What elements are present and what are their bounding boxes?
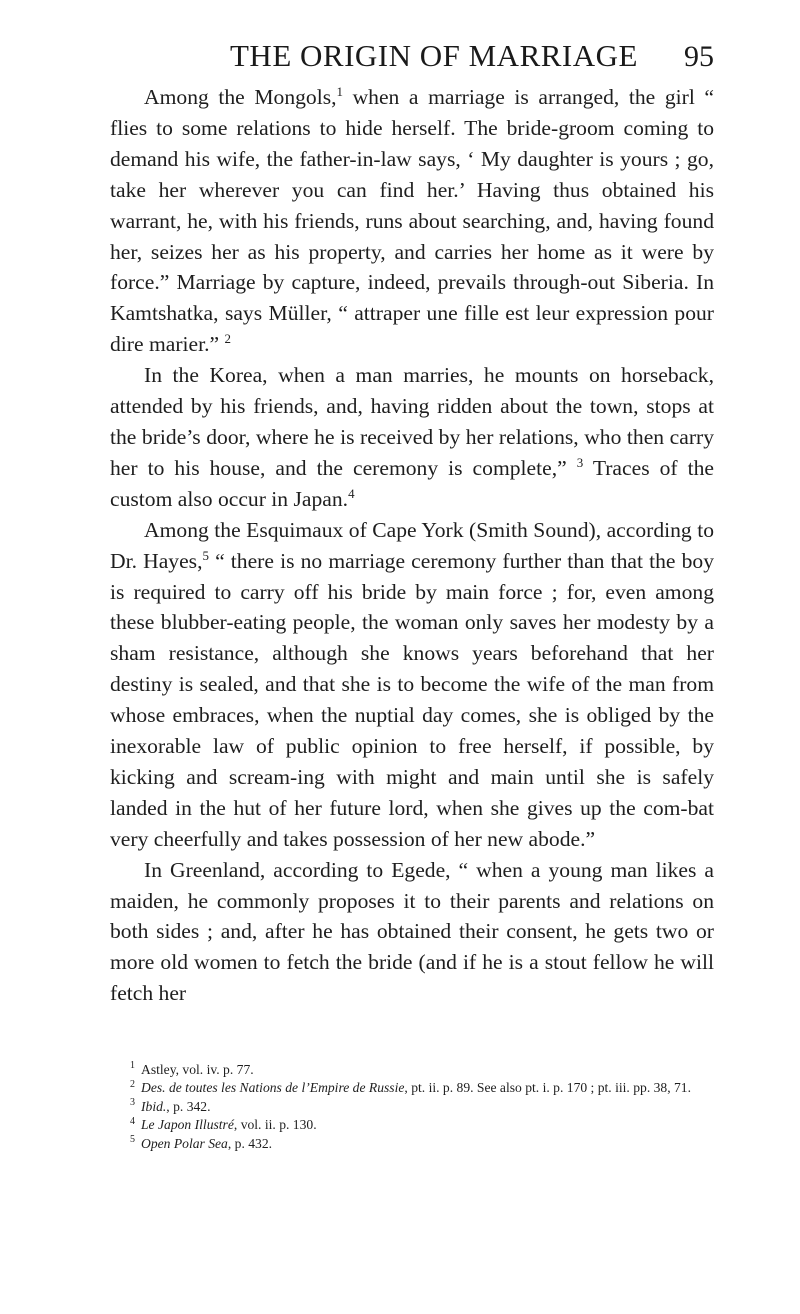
text-run: Among the Esquimaux of Cape York (Smith Sound), according to Dr. Hayes, — [110, 517, 714, 573]
footnote — [110, 1135, 714, 1153]
text-run: , vol. ii. p. 130. — [233, 1117, 317, 1133]
running-head — [110, 38, 714, 78]
text-run: , pt. ii. p. 89. See also pt. i. p. 170 ; pt. iii. pp. 38, 71. — [404, 1080, 692, 1096]
footnote-ref: 1 — [336, 83, 343, 99]
paragraph — [110, 855, 714, 1010]
italic-title: Ibid. — [141, 1098, 167, 1114]
italic-title: Le Japon Illustré — [141, 1117, 234, 1133]
page-number: 95 — [684, 40, 714, 73]
footnote-ref: 4 — [348, 485, 355, 501]
text-run: Among the Mongols, — [144, 85, 337, 109]
footnotes — [110, 1061, 714, 1153]
footnote-ref: 2 — [224, 331, 231, 347]
paragraph — [110, 360, 714, 515]
text-run: Astley, vol. iv. p. 77. — [141, 1062, 254, 1077]
text-run: “ there is no marriage ceremony further than that the boy is required to carry off his bride by main force ; for, even among these blubber-eating people, the woman only saves her modesty by a sham resistance, although she knows years beforehand that her destiny is sealed, and that she is to become the wife of the man from whose embraces, when the nuptial day comes, she is obliged by the inexorable law of public opinion to free herself, if possible, by kicking and scream-ing with might and main until she is safely landed in the hut of her future lord, when she gives up the com-bat very cheerfully and takes possession of her new abode.” — [110, 548, 714, 851]
footnote-ref: 3 — [576, 454, 584, 470]
text-run: , p. 432. — [227, 1135, 273, 1151]
footnote — [110, 1116, 714, 1134]
footnote-number: 4 — [130, 1115, 135, 1127]
italic-title: Open Polar Sea — [141, 1135, 228, 1151]
paragraph — [110, 82, 714, 360]
text-run: , p. 342. — [166, 1098, 211, 1114]
footnote-number: 2 — [130, 1078, 135, 1090]
text-run: In Greenland, according to Egede, “ when a young man likes a maiden, he commonly proposes it to their parents and relations on both sides ; and, after he has obtained their consent, he gets two or more old women to fetch the bride (and if he is a stout fellow he will fetch her — [110, 857, 714, 1006]
footnote-number: 5 — [130, 1134, 135, 1146]
footnote — [110, 1079, 714, 1097]
text-run: In the Korea, when a man marries, he mounts on horseback, attended by his friends, and, having ridden about the town, stops at the bride’s door, where he is received by her relations, who then carry her to his house, and the ceremony is complete,” — [110, 363, 714, 480]
paragraph — [110, 515, 714, 855]
body-text — [110, 82, 714, 1009]
running-title: THE ORIGIN OF MARRIAGE — [230, 38, 638, 73]
footnote — [110, 1098, 714, 1116]
footnote-number: 1 — [130, 1060, 135, 1072]
footnote-number: 3 — [130, 1097, 135, 1109]
italic-title: Des. de toutes les Nations de l’Empire de Russie — [141, 1080, 405, 1096]
footnote — [110, 1061, 714, 1079]
footnote-ref: 5 — [202, 547, 209, 563]
text-run: Traces of the custom also occur in Japan. — [110, 455, 714, 511]
text-run: when a marriage is arranged, the girl “ flies to some relations to hide herself. The bride-groom coming to demand his wife, the father-in-law says, ‘ My daughter is yours ; go, take her wherever you can find her.’ Having thus obtained his warrant, he, with his friends, runs about searching, and, having found her, seizes her as his property, and carries her home as it were by force.” Marriage by capture, indeed, prevails through-out Siberia. In Kamtshatka, says Müller, “ attraper une fille est leur expression pour dire marier.” — [110, 85, 714, 357]
